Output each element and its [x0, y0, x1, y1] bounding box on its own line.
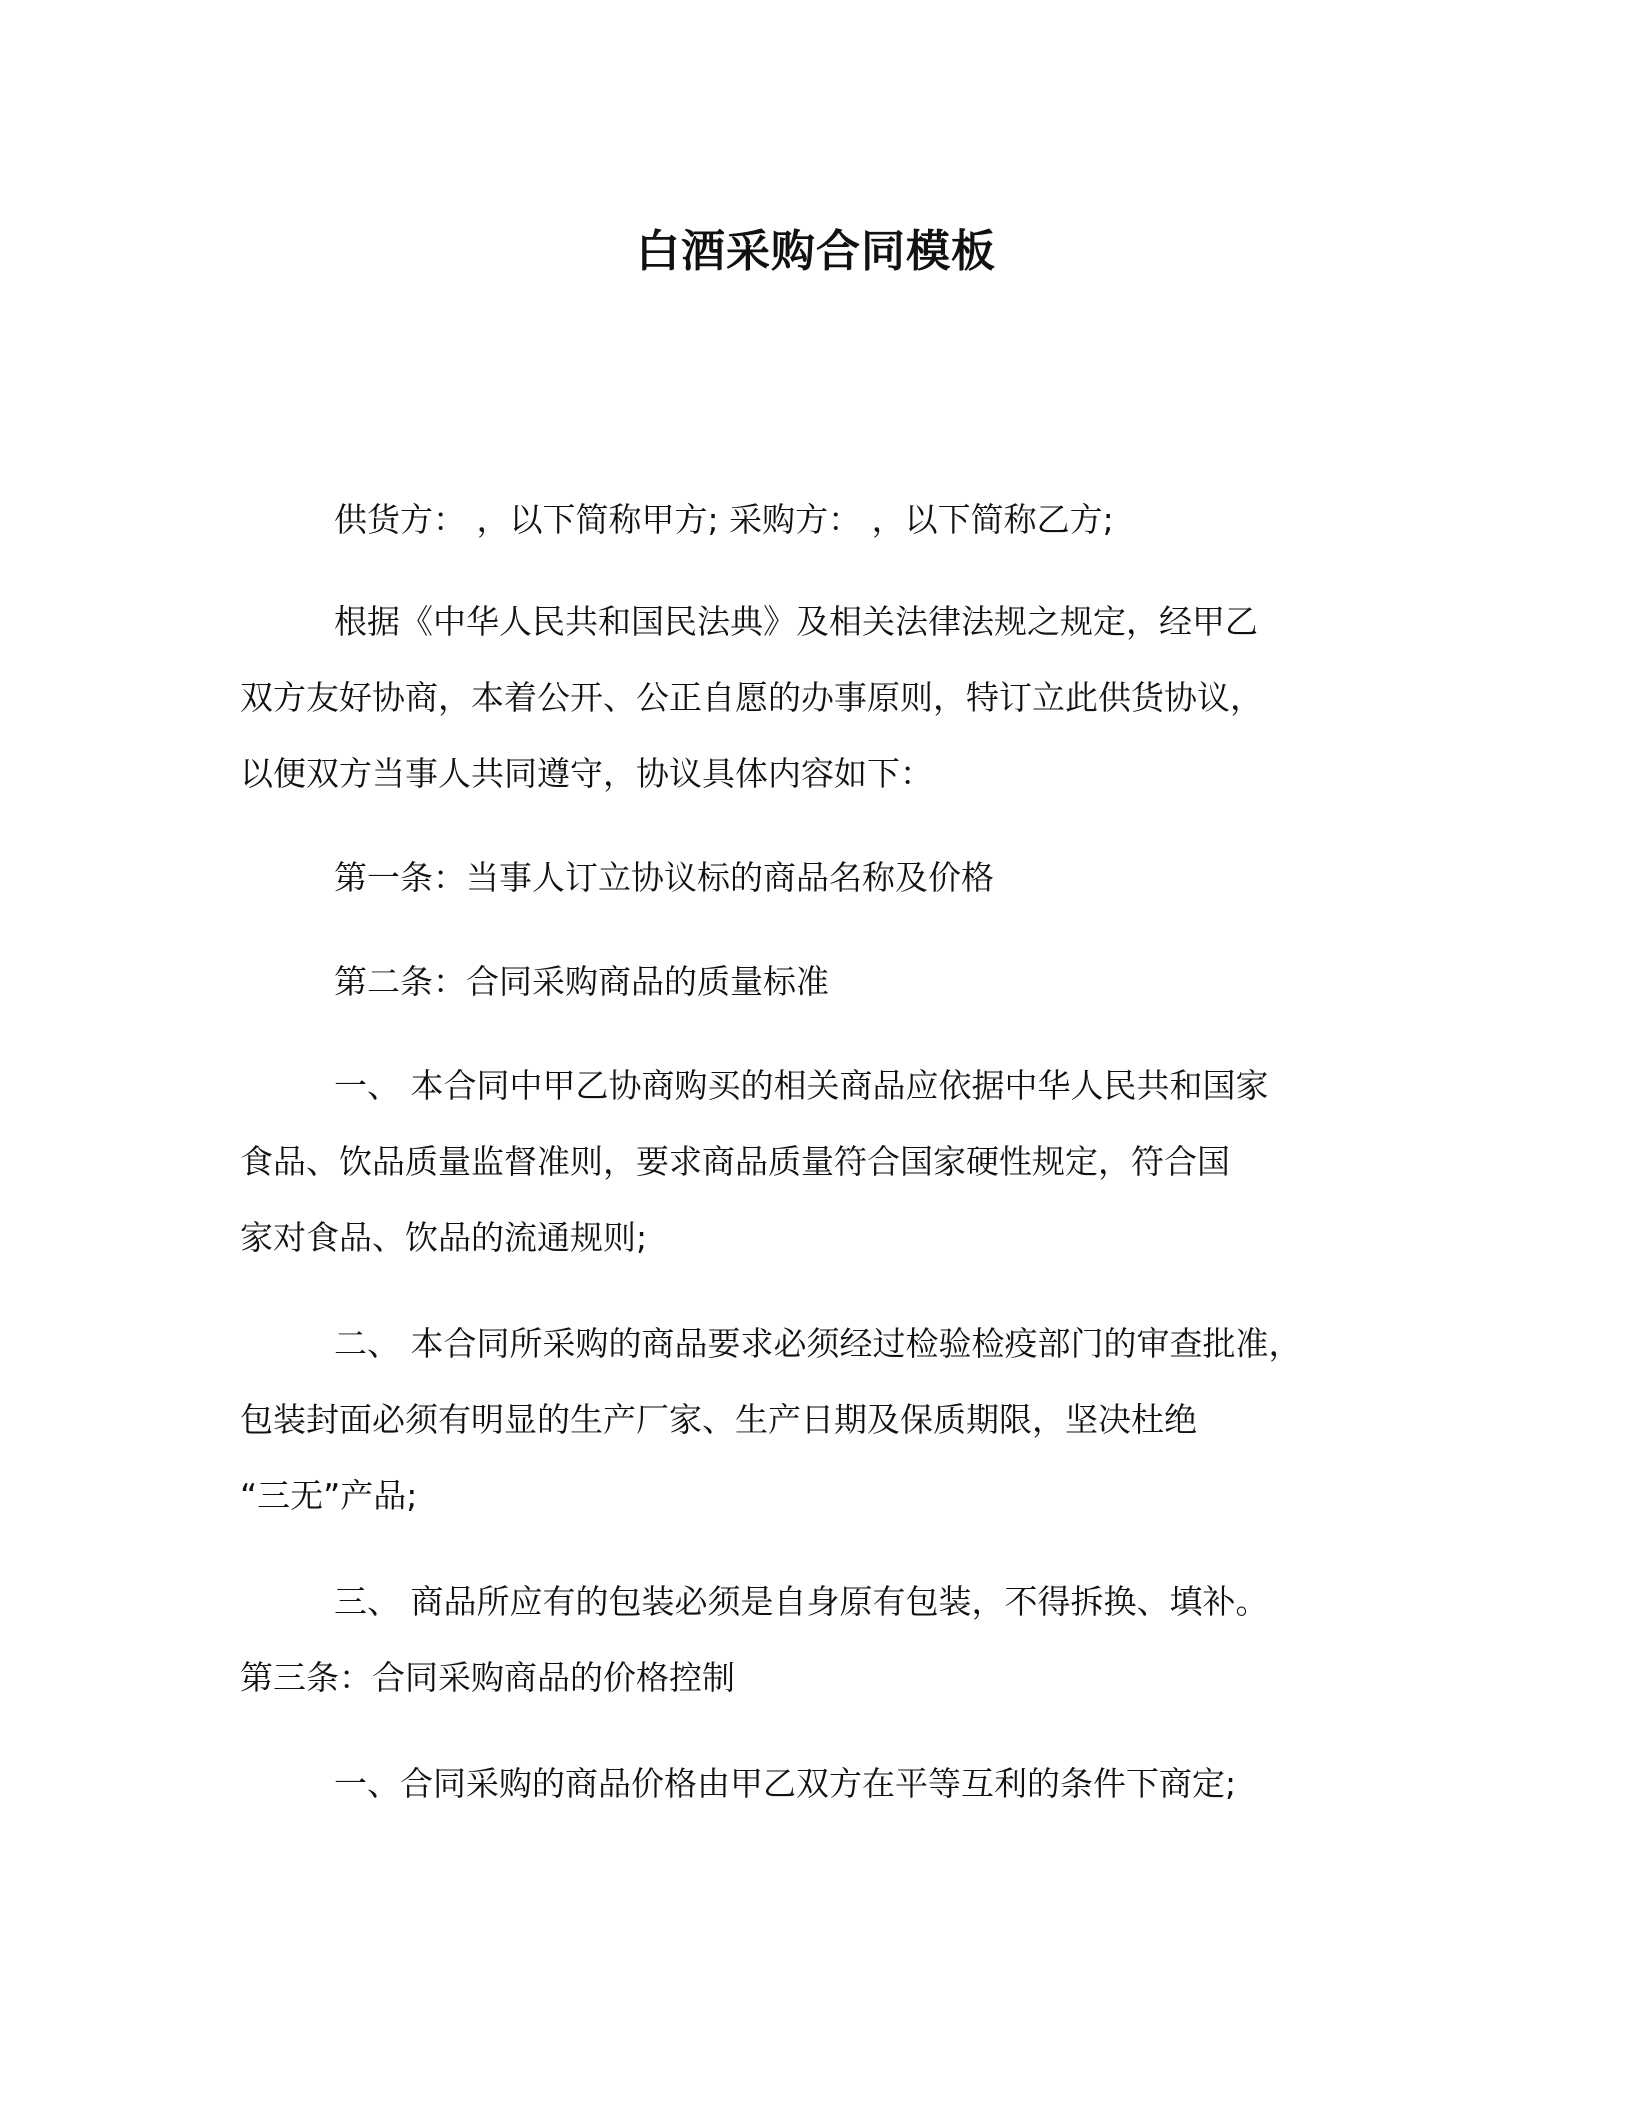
- article-3-heading: 第三条：合同采购商品的价格控制: [240, 1658, 735, 1697]
- document-title: 白酒采购合同模板: [636, 226, 996, 277]
- article-2-item-2-line-1: 二、 本合同所采购的商品要求必须经过检验检疫部门的审查批准，: [334, 1324, 1302, 1363]
- article-2-item-2-line-2: 包装封面必须有明显的生产厂家、生产日期及保质期限，坚决杜绝: [240, 1400, 1197, 1439]
- article-3-item-1: 一、合同采购的商品价格由甲乙双方在平等互利的条件下商定;: [334, 1764, 1237, 1803]
- article-2-item-2-line-3: “三无”产品;: [240, 1476, 418, 1515]
- article-2-item-3: 三、 商品所应有的包装必须是自身原有包装，不得拆换、填补。: [334, 1582, 1269, 1621]
- preamble-line-1: 根据《中华人民共和国民法典》及相关法律法规之规定，经甲乙: [334, 602, 1258, 641]
- article-2-heading: 第二条：合同采购商品的质量标准: [334, 962, 829, 1001]
- preamble-line-3: 以便双方当事人共同遵守，协议具体内容如下：: [240, 754, 933, 793]
- parties-line: 供货方： ，以下简称甲方; 采购方： ，以下简称乙方;: [334, 500, 1114, 539]
- article-2-item-1-line-2: 食品、饮品质量监督准则，要求商品质量符合国家硬性规定，符合国: [240, 1142, 1230, 1181]
- article-2-item-1-line-1: 一、 本合同中甲乙协商购买的相关商品应依据中华人民共和国家: [334, 1066, 1269, 1105]
- preamble-line-2: 双方友好协商，本着公开、公正自愿的办事原则，特订立此供货协议，: [240, 678, 1263, 717]
- article-1-heading: 第一条：当事人订立协议标的商品名称及价格: [334, 858, 994, 897]
- article-2-item-1-line-3: 家对食品、饮品的流通规则;: [240, 1218, 648, 1257]
